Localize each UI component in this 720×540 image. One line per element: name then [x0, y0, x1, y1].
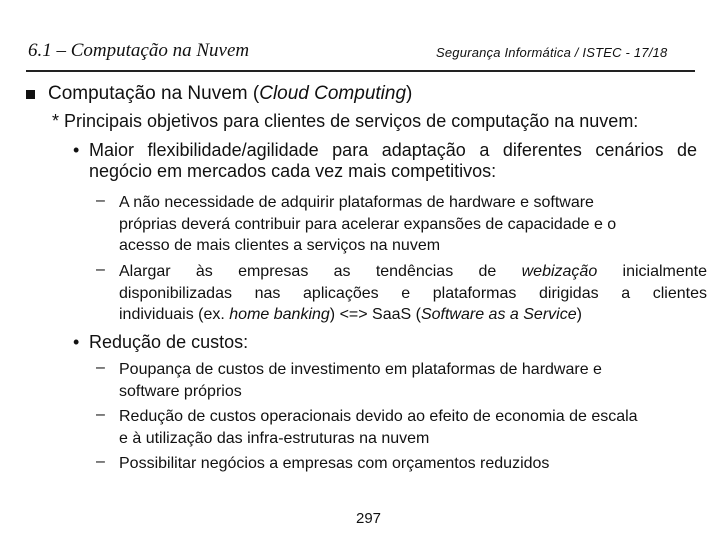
dash-bullet-icon: –: [96, 359, 105, 376]
item-cost-reduction: Redução de custos:: [89, 332, 249, 352]
sub-item-webization: Alargar às empresas as tendências de webização inicialmente disponibilizadas nas aplicações e plataformas dirigidas a clientes individuais (ex. home banking) <=> SaaS (Software as a Service): [119, 263, 708, 323]
slide-heading: Computação na Nuvem (Cloud Computing): [48, 83, 413, 104]
dash-bullet-icon: –: [96, 453, 105, 470]
dash-bullet-icon: –: [96, 406, 105, 423]
sub-item-investment-savings: Poupança de custos de investimento em plataformas de hardware e software próprios: [119, 361, 602, 400]
sub-item-hardware: A não necessidade de adquirir plataformas de hardware e software próprias deverá contribuir para acelerar expansões de capacidade e o acesso de mais clientes a serviços na nuvem: [119, 194, 617, 254]
header-divider: [26, 70, 695, 72]
sub-item-operational-savings: Redução de custos operacionais devido ao efeito de economia de escala e à utilização das infra-estruturas na nuvem: [119, 408, 638, 447]
section-title: 6.1 – Computação na Nuvem: [28, 40, 250, 61]
dash-bullet-icon: –: [96, 261, 105, 278]
item-flexibility: Maior flexibilidade/agilidade para adaptação a diferentes cenários de negócio em mercados cada vez mais competitivos:: [89, 140, 697, 181]
round-bullet-icon: •: [73, 332, 80, 352]
course-label: Segurança Informática / ISTEC - 17/18: [436, 45, 668, 60]
square-bullet-icon: [26, 90, 35, 99]
round-bullet-icon: •: [73, 140, 80, 160]
slide-subtitle: * Principais objetivos para clientes de serviços de computação na nuvem:: [52, 111, 639, 131]
page-number: 297: [356, 510, 382, 527]
dash-bullet-icon: –: [96, 192, 105, 209]
sub-item-small-business: Possibilitar negócios a empresas com orçamentos reduzidos: [119, 455, 550, 472]
